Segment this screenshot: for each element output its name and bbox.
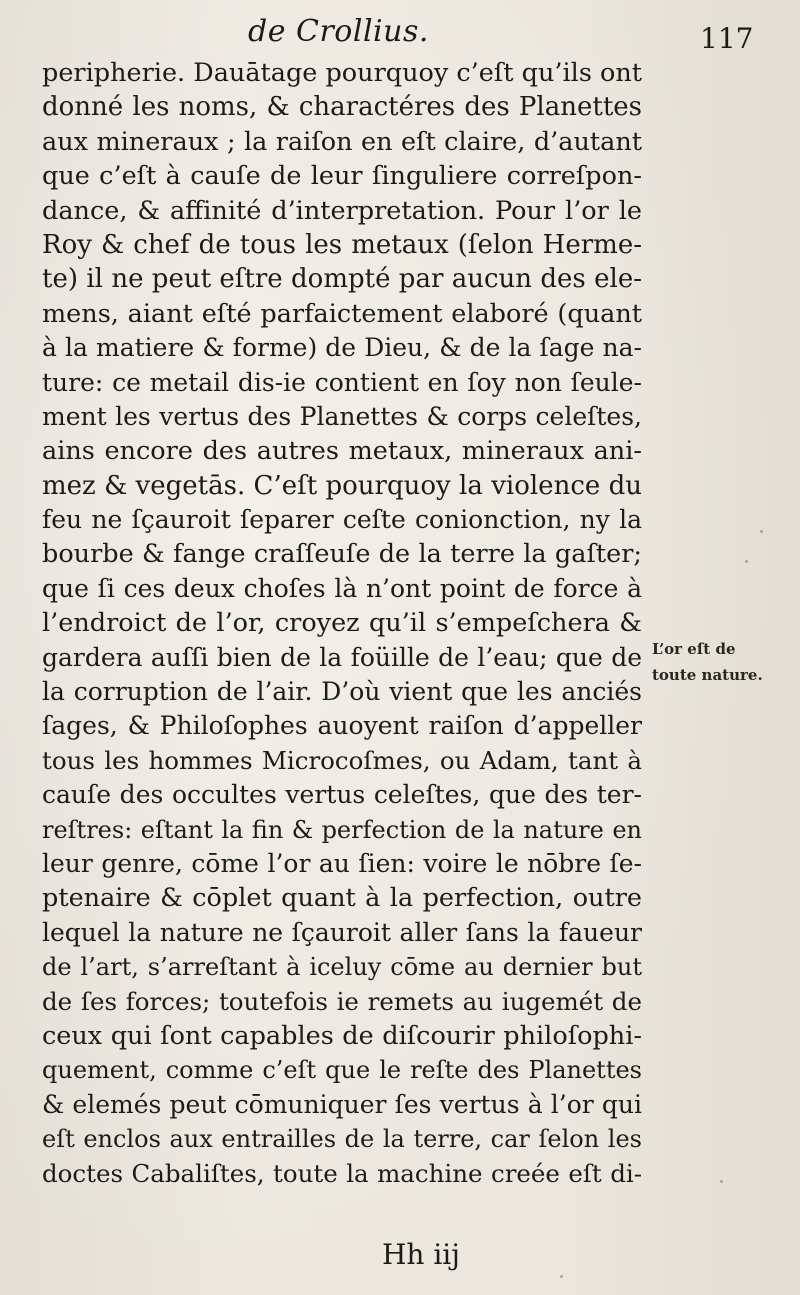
text-line: peripherie. Dauātage pourquoy c’eſt qu’ils ont — [42, 58, 643, 88]
text-line: tous les hommes Microcoſmes, ou Adam, tant à — [42, 745, 642, 775]
margin-note — [652, 636, 792, 688]
margin-note-line: L’or eſt de — [652, 640, 736, 658]
text-line: lequel la nature ne ſçauroit aller ſans la faueur — [42, 917, 642, 947]
paper-speck — [745, 560, 748, 563]
text-line: ment les vertus des Planettes & corps celeſtes, — [42, 401, 642, 431]
text-line: de ſes forces; toutefois ie remets au iugemét de — [42, 986, 642, 1016]
text-line: que c’eſt à cauſe de leur ſinguliere correſpon- — [42, 161, 642, 192]
text-line: dance, & affinité d’interpretation. Pour l’or le — [42, 195, 642, 226]
text-line: que ſi ces deux choſes là n’ont point de force à — [42, 573, 642, 603]
text-line: & elemés peut cōmuniquer ſes vertus à l’or qui — [42, 1089, 642, 1119]
text-line: ains encore des autres metaux, mineraux ani- — [42, 436, 642, 467]
text-line: feu ne ſçauroit ſeparer ceſte conionction, ny la — [42, 505, 642, 535]
text-line: ptenaire & cōplet quant à la perfection, outre — [42, 883, 642, 914]
page-header — [0, 8, 800, 58]
paper-speck — [720, 1180, 723, 1183]
text-line: te) il ne peut eſtre dompté par aucun des ele- — [42, 264, 642, 295]
text-line: Roy & chef de tous les metaux (ſelon Herme- — [42, 229, 642, 260]
signature-mark: Hh iij — [382, 1238, 460, 1271]
text-line: cauſe des occultes vertus celeſtes, que des ter- — [42, 780, 642, 810]
text-line: mens, aiant eſté parfaictement elaboré (quant — [42, 298, 642, 329]
text-line: doctes Cabaliſtes, toute la machine creée eſt di- — [42, 1158, 642, 1188]
running-head: de Crollius. — [248, 14, 429, 49]
margin-note-line: toute nature. — [652, 666, 763, 684]
text-line: bourbe & fange craſſeuſe de la terre la gaſter; — [42, 539, 642, 570]
text-line: ture: ce metail dis-ie contient en ſoy non ſeule- — [42, 367, 642, 397]
text-line: eſt enclos aux entrailles de la terre, car ſelon les — [42, 1125, 642, 1154]
paper-speck — [760, 530, 763, 533]
text-line: de l’art, s’arreſtant à iceluy cōme au dernier but — [42, 953, 642, 982]
text-line: la corruption de l’air. D’où vient que les anciés — [42, 677, 642, 707]
page-number: 117 — [700, 22, 754, 55]
text-line: donné les noms, & charactéres des Planettes — [42, 92, 642, 123]
text-line: reſtres: eſtant la fin & perfection de la nature en — [42, 815, 642, 844]
text-line: ceux qui ſont capables de diſcourir philoſophi- — [42, 1020, 642, 1051]
paper-speck — [560, 1275, 563, 1278]
text-line: leur genre, cōme l’or au ſien: voire le nōbre ſe- — [42, 848, 642, 878]
page-footer — [0, 1238, 800, 1278]
text-line: quement, comme c’eſt que le reſte des Planettes — [42, 1056, 642, 1085]
text-line: l’endroict de l’or, croyez qu’il s’empeſchera & — [42, 608, 642, 639]
text-line: à la matiere & forme) de Dieu, & de la ſage na- — [42, 333, 642, 363]
text-line: gardera auſſi bien de la foüille de l’eau; que de — [42, 642, 642, 672]
text-line: aux mineraux ; la raiſon en eſt claire, d’autant — [42, 126, 642, 157]
text-line: ſages, & Philoſophes auoyent raiſon d’appeller — [42, 711, 642, 741]
body-text — [42, 56, 642, 1191]
text-line: mez & vegetās. C’eſt pourquoy la violence du — [42, 470, 642, 501]
